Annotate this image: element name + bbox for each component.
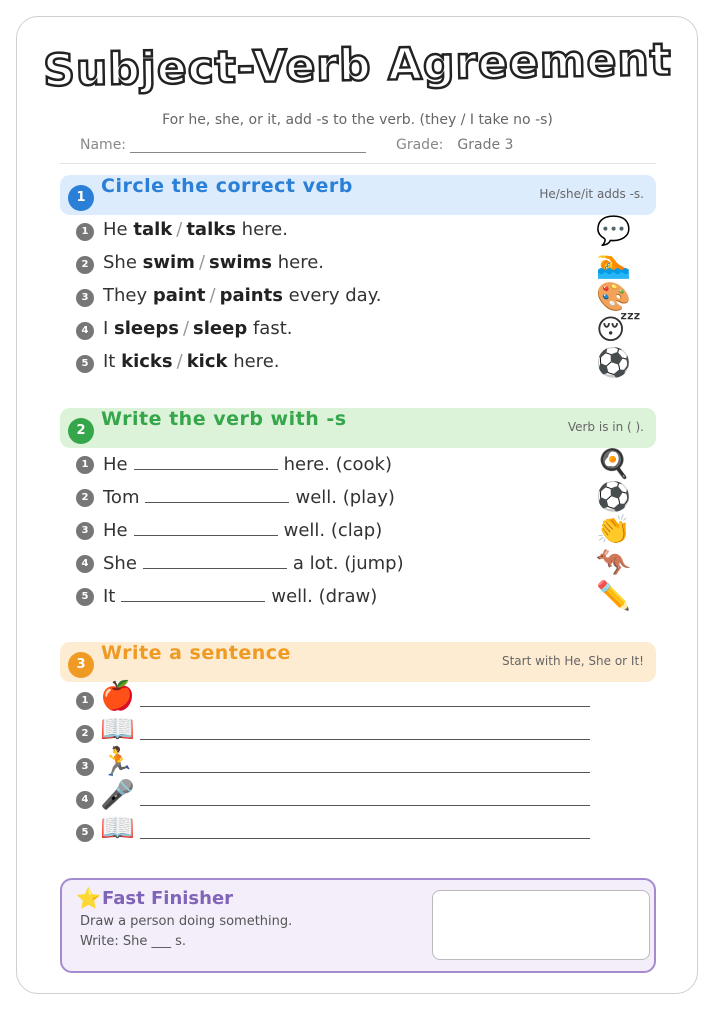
- sentence-item: [76, 318, 636, 344]
- fill-in-item: [76, 452, 636, 478]
- sentence-end: here. (cook): [283, 454, 393, 475]
- sentence-text: [103, 551, 404, 574]
- sentence-end: well. (draw): [271, 586, 378, 607]
- runner-icon: 🏃: [100, 745, 135, 778]
- fill-in-item: [76, 518, 636, 544]
- subject: He: [103, 219, 128, 240]
- sentence-item: [76, 219, 636, 245]
- answer-blank[interactable]: [145, 485, 289, 503]
- verb-option-a[interactable]: sleeps: [114, 318, 179, 339]
- microphone-icon: 🎤: [100, 778, 135, 811]
- writing-line[interactable]: [140, 805, 590, 806]
- verb-option-b[interactable]: kick: [186, 351, 228, 372]
- grade-field: [396, 137, 513, 153]
- sentence-end: fast.: [252, 318, 293, 339]
- book-icon: 📖: [100, 712, 135, 745]
- item-number: 1: [76, 223, 94, 241]
- soccer-ball-icon: ⚽: [596, 480, 631, 513]
- item-number: 2: [76, 725, 94, 743]
- sentence-text: [103, 219, 288, 240]
- writing-line[interactable]: [140, 739, 590, 740]
- section-number: 3: [68, 652, 94, 678]
- subject: He: [103, 520, 128, 541]
- kangaroo-icon: 🦘: [596, 546, 631, 579]
- fast-finisher-box: [60, 878, 656, 973]
- soccer-ball-icon: ⚽: [596, 346, 631, 379]
- sentence-line-item: [76, 688, 100, 714]
- item-number: 4: [76, 555, 94, 573]
- sentence-text: [103, 485, 395, 508]
- finisher-title: Fast Finisher: [102, 888, 234, 909]
- grade-value: Grade 3: [457, 137, 514, 153]
- sentence-text: [103, 318, 292, 339]
- grade-label: Grade:: [396, 137, 444, 153]
- section-number: 2: [68, 418, 94, 444]
- subject: They: [103, 285, 148, 306]
- fill-in-item: [76, 485, 636, 511]
- drawing-box[interactable]: [432, 890, 650, 960]
- section-write-sentence: [60, 642, 656, 682]
- sentence-end: every day.: [288, 285, 382, 306]
- item-number: 5: [76, 824, 94, 842]
- answer-blank[interactable]: [121, 584, 265, 602]
- answer-blank[interactable]: [134, 518, 278, 536]
- finisher-instruction: Draw a person doing something.: [80, 914, 293, 929]
- sentence-text: [103, 518, 382, 541]
- frying-pan-icon: 🍳: [596, 447, 631, 480]
- subject: I: [103, 318, 109, 339]
- sentence-text: [103, 252, 324, 273]
- item-number: 5: [76, 355, 94, 373]
- sentence-text: [103, 285, 382, 306]
- sentence-item: [76, 351, 636, 377]
- writing-line[interactable]: [140, 706, 590, 707]
- item-number: 2: [76, 256, 94, 274]
- item-number: 3: [76, 758, 94, 776]
- sentence-line-item: [76, 787, 100, 813]
- slash-separator: /: [176, 219, 183, 240]
- writing-line[interactable]: [140, 838, 590, 839]
- section-write-verb: [60, 408, 656, 448]
- section-hint: Start with He, She or It!: [501, 654, 644, 668]
- answer-blank[interactable]: [134, 452, 278, 470]
- section-number: 1: [68, 185, 94, 211]
- verb-option-a[interactable]: talk: [133, 219, 173, 240]
- fill-in-item: [76, 551, 636, 577]
- subject: He: [103, 454, 128, 475]
- sentence-text: [103, 351, 280, 372]
- subject: It: [103, 351, 116, 372]
- slash-separator: /: [176, 351, 183, 372]
- sentence-end: here.: [233, 351, 280, 372]
- page-title: Subject-Verb Agreement: [42, 34, 673, 97]
- subject: She: [103, 252, 137, 273]
- sentence-line-item: [76, 820, 100, 846]
- verb-option-b[interactable]: paints: [219, 285, 283, 306]
- sentence-line-item: [76, 754, 100, 780]
- finisher-write-prompt: Write: She ___ s.: [80, 934, 186, 949]
- apple-icon: 🍎: [100, 679, 135, 712]
- verb-option-a[interactable]: swim: [142, 252, 195, 273]
- sentence-line-item: [76, 721, 100, 747]
- section-title: Write a sentence: [101, 642, 291, 664]
- slash-separator: /: [198, 252, 206, 273]
- section-title: Write the verb with -s: [101, 408, 347, 430]
- slash-separator: /: [182, 318, 190, 339]
- sentence-end: well. (clap): [283, 520, 383, 541]
- speech-bubble-icon: 💬: [596, 214, 631, 247]
- item-number: 3: [76, 289, 94, 307]
- divider: [60, 163, 656, 164]
- swimmer-icon: 🏊: [596, 247, 631, 280]
- slash-separator: /: [209, 285, 216, 306]
- subject: She: [103, 553, 137, 574]
- item-number: 5: [76, 588, 94, 606]
- verb-option-a[interactable]: kicks: [121, 351, 173, 372]
- pencil-icon: ✏️: [596, 579, 631, 612]
- sleeping-face-icon: 😴: [596, 313, 641, 346]
- item-number: 4: [76, 322, 94, 340]
- sentence-end: here.: [277, 252, 325, 273]
- section-hint: He/she/it adds -s.: [539, 187, 644, 201]
- palette-icon: 🎨: [596, 280, 631, 313]
- sentence-end: a lot. (jump): [292, 553, 404, 574]
- writing-line[interactable]: [140, 772, 590, 773]
- section-circle-verb: [60, 175, 656, 215]
- fill-in-item: [76, 584, 636, 610]
- instructions: For he, she, or it, add -s to the verb. (they / I take no -s): [162, 112, 553, 128]
- item-number: 1: [76, 456, 94, 474]
- verb-option-b[interactable]: sleep: [193, 318, 248, 339]
- verb-option-b[interactable]: swims: [209, 252, 272, 273]
- section-title: Circle the correct verb: [101, 175, 353, 197]
- verb-option-a[interactable]: paint: [152, 285, 206, 306]
- name-label: Name:: [80, 137, 127, 153]
- name-line[interactable]: [130, 139, 366, 153]
- item-number: 4: [76, 791, 94, 809]
- item-number: 1: [76, 692, 94, 710]
- subject: Tom: [103, 487, 140, 508]
- sentence-text: [103, 584, 377, 607]
- verb-option-b[interactable]: talks: [186, 219, 236, 240]
- star-icon: ⭐: [76, 886, 101, 910]
- subject: It: [103, 586, 116, 607]
- name-field[interactable]: [80, 137, 366, 153]
- sentence-text: [103, 452, 392, 475]
- item-number: 2: [76, 489, 94, 507]
- sentence-item: [76, 252, 636, 278]
- sentence-item: [76, 285, 636, 311]
- section-hint: Verb is in ( ).: [567, 420, 644, 434]
- item-number: 3: [76, 522, 94, 540]
- sentence-end: here.: [241, 219, 288, 240]
- answer-blank[interactable]: [143, 551, 287, 569]
- book-icon: 📖: [100, 811, 135, 844]
- sentence-end: well. (play): [295, 487, 395, 508]
- clapping-hands-icon: 👏: [596, 513, 631, 546]
